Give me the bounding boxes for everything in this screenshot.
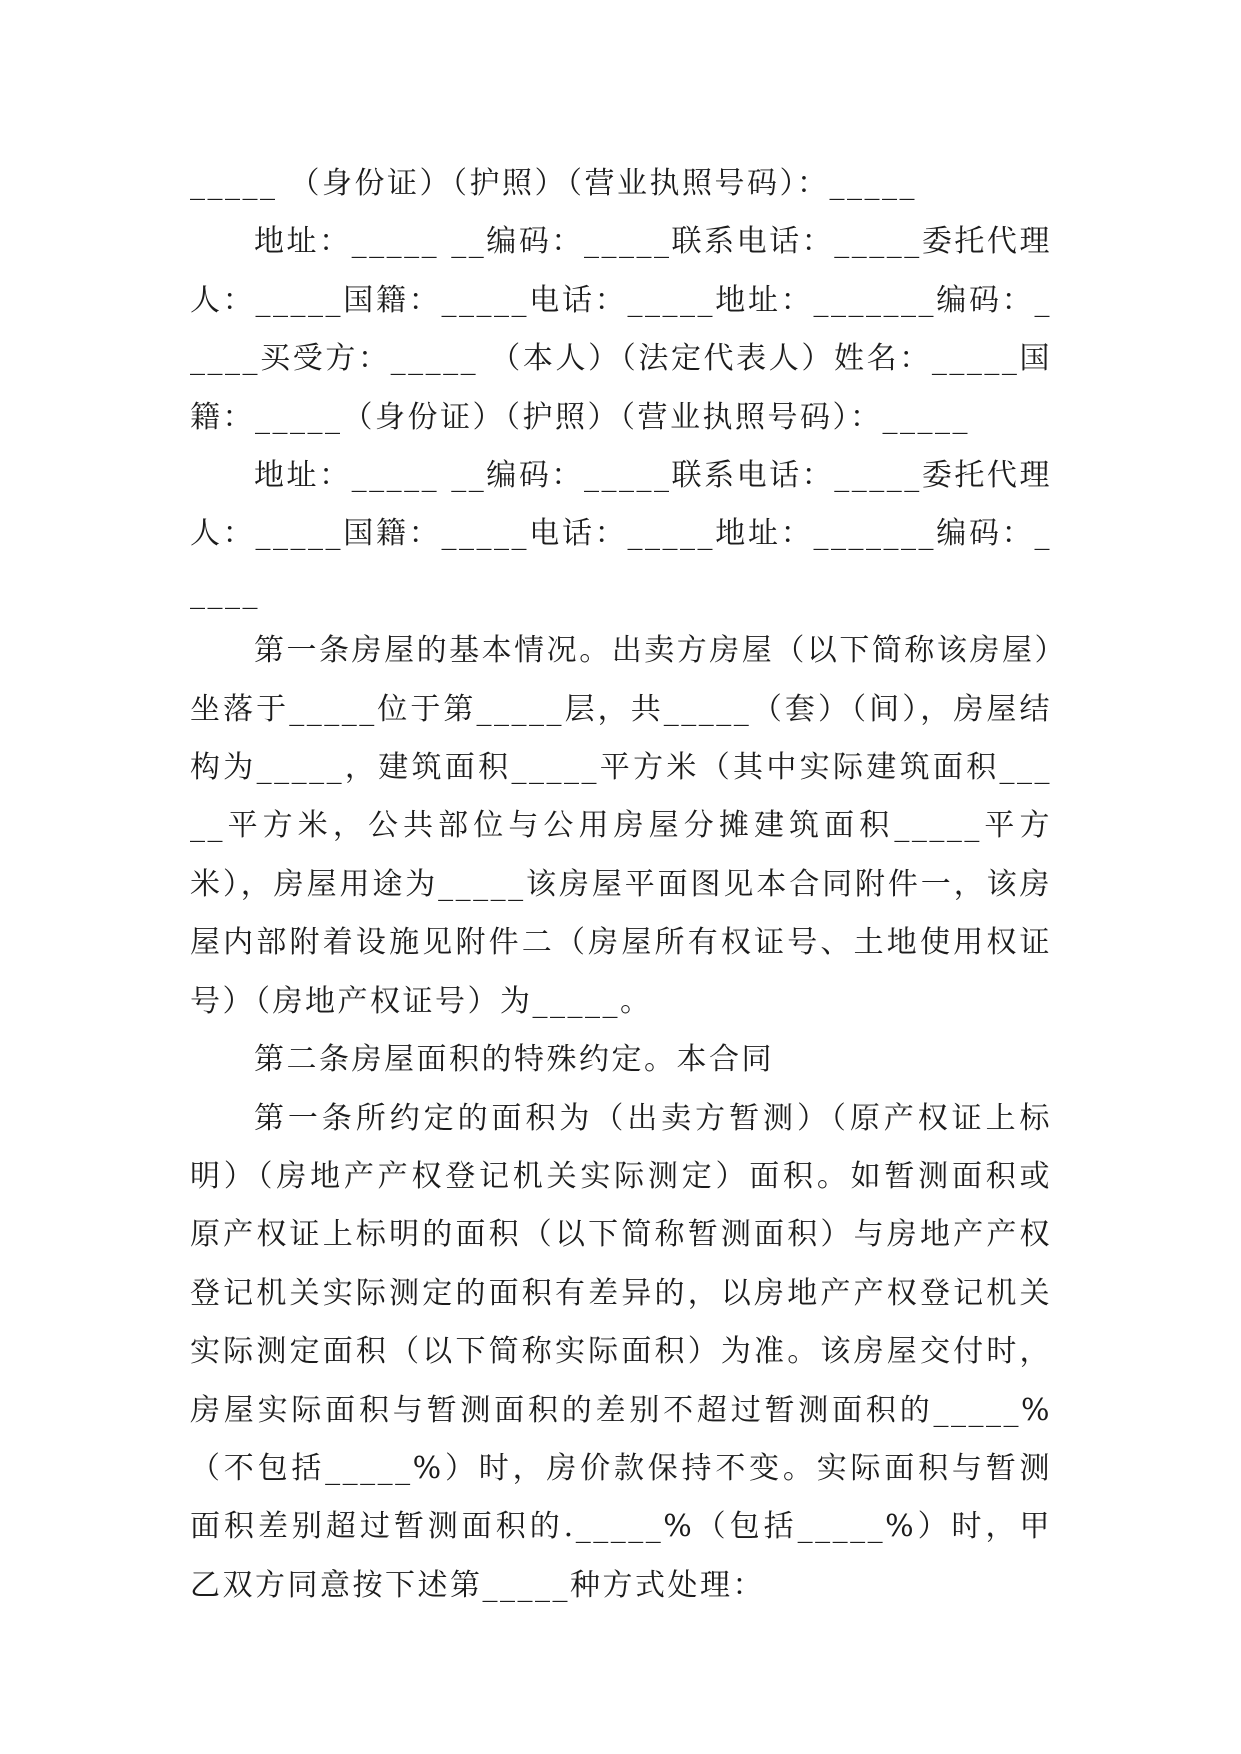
- paragraph-seller-id: _____ （身份证）（护照）（营业执照号码）：_____: [190, 166, 918, 201]
- contract-page: [190, 155, 1052, 1615]
- paragraph-article-2-body: 第一条所约定的面积为（出卖方暂测）（原产权证上标明）（房地产产权登记机关实际测定）面积。如暂测面积或原产权证上标明的面积（以下简称暂测面积）与房地产产权登记机关实际测定的面积有差异的，以房地产产权登记机关实际测定面积（以下简称实际面积）为准。该房屋交付时，房屋实际面积与暂测面积的差别不超过暂测面积的_____%（不包括_____%）时，房价款保持不变。实际面积与暂测面积差别超过暂测面积的._____%（包括_____%）时，甲乙双方同意按下述第_____种方式处理：: [190, 1100, 1052, 1603]
- paragraph-article-2-heading: 第二条房屋面积的特殊约定。本合同: [254, 1042, 774, 1078]
- paragraph-seller-address-buyer: 地址：_____ __编码：_____联系电话：_____委托代理人：_____国籍：_____电话：_____地址：_______编码：_____买受方：_____ （本人）（法定代表人）姓名：_____国籍：_____（身份证）（护照）（营业执照号码）：_____: [190, 224, 1052, 435]
- paragraph-buyer-address: 地址：_____ __编码：_____联系电话：_____委托代理人：_____国籍：_____电话：_____地址：_______编码：_____: [190, 458, 1052, 610]
- paragraph-article-1: 第一条房屋的基本情况。出卖方房屋（以下简称该房屋）坐落于_____位于第_____层，共_____（套）（间），房屋结构为_____，建筑面积_____平方米（其中实际建筑面积_____平方米，公共部位与公用房屋分摊建筑面积_____平方米），房屋用途为_____该房屋平面图见本合同附件一，该房屋内部附着设施见附件二（房屋所有权证号、土地使用权证号）（房地产权证号）为_____。: [190, 633, 1052, 1019]
